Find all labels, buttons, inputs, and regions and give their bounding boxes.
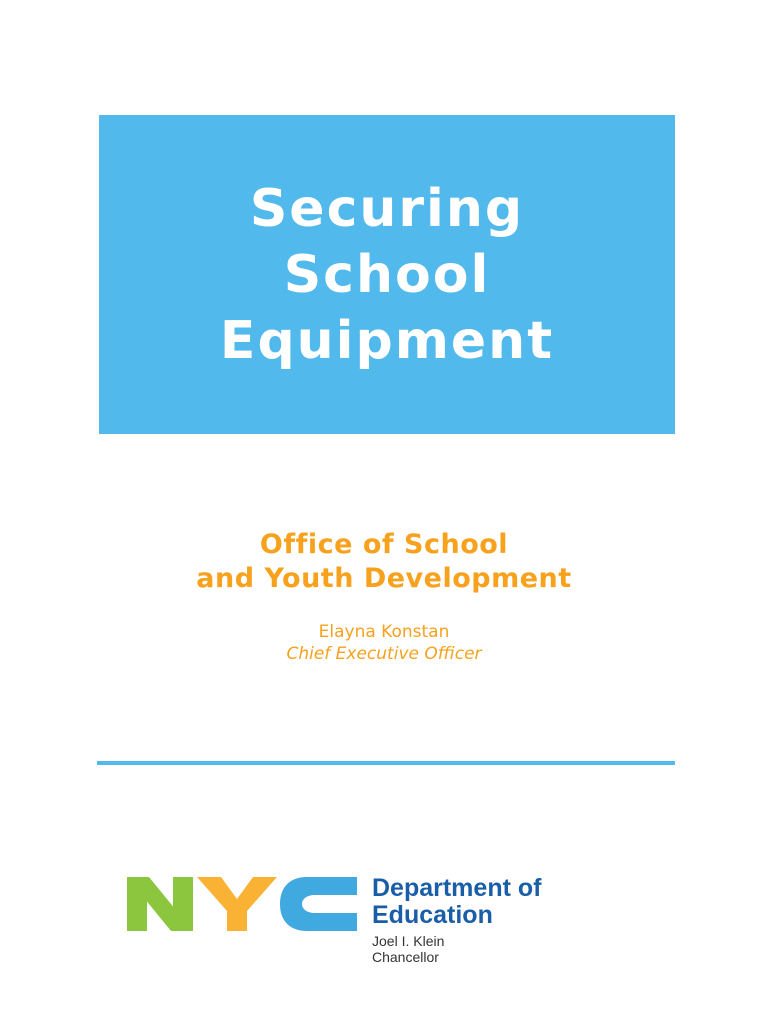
nyc-letter-y: [197, 877, 277, 931]
chancellor-title: Chancellor: [372, 949, 439, 965]
office-heading: [0, 528, 768, 596]
officer-title: Chief Executive Officer: [286, 644, 482, 664]
nyc-wordmark-logo: [125, 875, 360, 933]
office-line-1: Office of School: [259, 529, 509, 560]
title-box: [99, 115, 675, 434]
department-line-1: Department of: [372, 874, 542, 902]
svg-text:®: ®: [345, 882, 351, 889]
divider-rule: [97, 761, 675, 765]
nyc-doe-logo: [125, 875, 645, 970]
officer-name: Elayna Konstan: [318, 622, 450, 642]
officer-block: [0, 621, 768, 665]
chancellor-name: Joel I. Klein: [372, 933, 445, 949]
title-line-1: Securing: [249, 178, 525, 239]
office-line-2: and Youth Development: [196, 563, 572, 594]
department-line-2: Education: [372, 901, 493, 929]
chancellor-block: [372, 933, 444, 965]
title-line-3: Equipment: [219, 310, 555, 371]
department-name: [372, 875, 541, 929]
nyc-letter-n: [127, 877, 193, 931]
title-line-2: School: [283, 244, 491, 305]
document-title: [220, 176, 554, 374]
